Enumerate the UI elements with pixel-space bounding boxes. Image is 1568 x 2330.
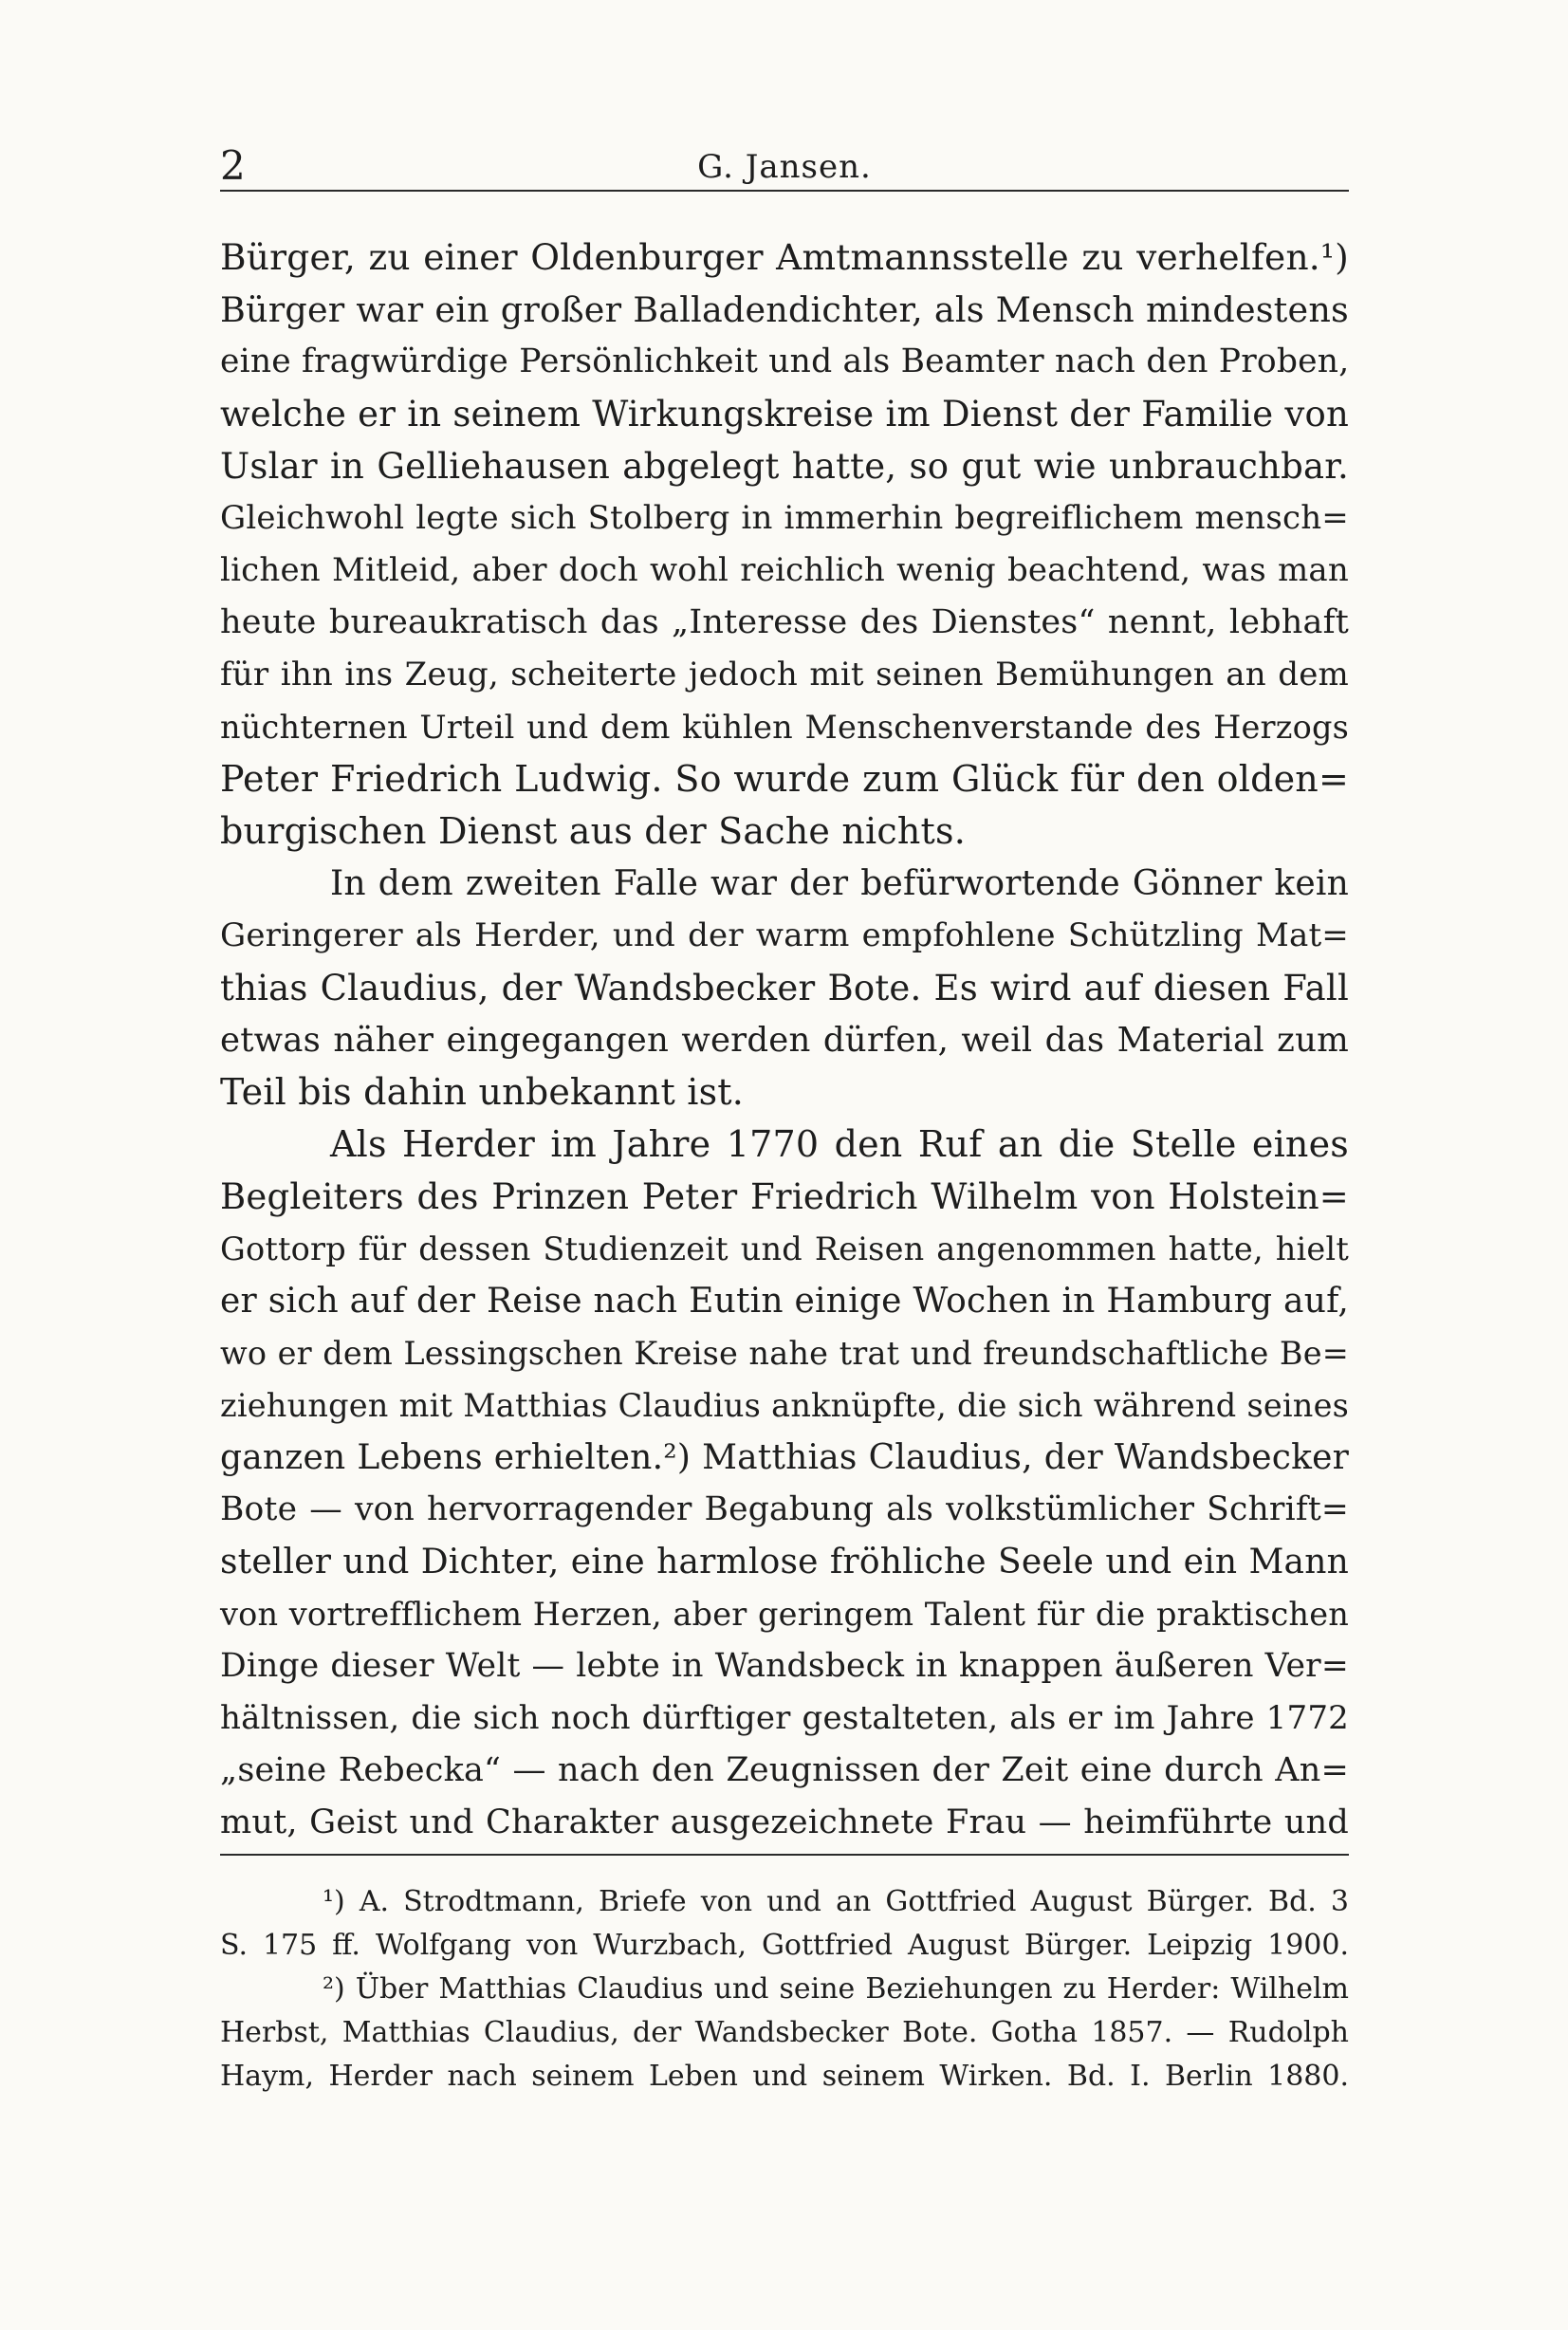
text-line: ziehungen mit Matthias Claudius anknüpfte, die sich während seines [220,1387,1349,1424]
text-line: thias Claudius, der Wandsbecker Bote. Es wird auf diesen Fall [220,968,1349,1008]
footnote-line: Haym, Herder nach seinem Leben und seinem Wirken. Bd. I. Berlin 1880. [220,2060,1349,2093]
text-line: Dinge dieser Welt — lebte in Wandsbeck in knappen äußeren Ver= [220,1647,1349,1685]
text-line: Peter Friedrich Ludwig. So wurde zum Glück für den olden= [220,758,1349,800]
text-line: etwas näher eingegangen werden dürfen, weil das Material zum [220,1021,1349,1060]
text-line: für ihn ins Zeug, scheiterte jedoch mit seinen Bemühungen an dem [220,656,1349,693]
page-number: 2 [220,142,246,189]
text-line: eine fragwürdige Persönlichkeit und als Beamter nach den Proben, [220,342,1350,380]
text-line: lichen Mitleid, aber doch wohl reichlich wenig beachtend, was man [220,551,1349,589]
text-line: von vortrefflichem Herzen, aber geringem Talent für die praktischen [220,1596,1349,1633]
text-line: Begleiters des Prinzen Peter Friedrich Wilhelm von Holstein= [220,1176,1349,1217]
text-line: mut, Geist und Charakter ausgezeichnete Frau — heimführte und [220,1803,1349,1841]
footnote-line: Herbst, Matthias Claudius, der Wandsbecker Bote. Gotha 1857. — Rudolph [220,2016,1349,2049]
text-line: ganzen Lebens erhielten.²) Matthias Claudius, der Wandsbecker [220,1438,1349,1477]
text-line: er sich auf der Reise nach Eutin einige Wochen in Hamburg auf, [220,1282,1349,1321]
text-line: Bürger war ein großer Balladendichter, als Mensch mindestens [220,289,1349,330]
text-line: heute bureaukratisch das „Interesse des Dienstes“ nennt, lebhaft [220,603,1349,641]
header-rule [220,190,1349,192]
text-line: nüchternen Urteil und dem kühlen Menschenverstande des Herzogs [220,709,1349,746]
text-line: hältnissen, die sich noch dürftiger gestalteten, als er im Jahre 1772 [220,1699,1349,1737]
footnote-line: ¹) A. Strodtmann, Briefe von und an Gottfried August Bürger. Bd. 3 [323,1885,1349,1918]
body-text [220,231,1349,1849]
text-line: Bürger, zu einer Oldenburger Amtmannsstelle zu verhelfen.¹) [220,236,1349,278]
text-line: wo er dem Lessingschen Kreise nahe trat und freundschaftliche Be= [220,1335,1349,1372]
footnote-line: ²) Über Matthias Claudius und seine Beziehungen zu Herder: Wilhelm [323,1972,1349,2006]
text-line: burgischen Dienst aus der Sache nichts. [220,810,966,852]
text-line: Uslar in Gelliehausen abgelegt hatte, so gut wie unbrauchbar. [220,446,1349,487]
text-line: Gleichwohl legte sich Stolberg in immerhin begreiflichem mensch= [220,499,1349,537]
text-line: „seine Rebecka“ — nach den Zeugnissen der Zeit eine durch An= [220,1751,1349,1789]
footnotes [220,1880,1349,2099]
text-line: In dem zweiten Falle war der befürwortende Gönner kein [330,864,1349,903]
text-line: steller und Dichter, eine harmlose fröhliche Seele und ein Mann [220,1543,1349,1581]
text-line: Gottorp für dessen Studienzeit und Reisen angenommen hatte, hielt [220,1230,1349,1267]
running-head: G. Jansen. [697,148,872,186]
footnote-line: S. 175 ff. Wolfgang von Wurzbach, Gottfried August Bürger. Leipzig 1900. [220,1929,1349,1962]
text-line: Als Herder im Jahre 1770 den Ruf an die Stelle eines [330,1123,1349,1165]
text-line: Bote — von hervorragender Begabung als volkstümlicher Schrift= [220,1490,1349,1528]
text-line: welche er in seinem Wirkungskreise im Dienst der Familie von [220,394,1349,435]
text-line: Geringerer als Herder, und der warm empfohlene Schützling Mat= [220,916,1349,954]
text-line: Teil bis dahin unbekannt ist. [220,1071,745,1113]
footnote-rule [220,1854,1349,1856]
